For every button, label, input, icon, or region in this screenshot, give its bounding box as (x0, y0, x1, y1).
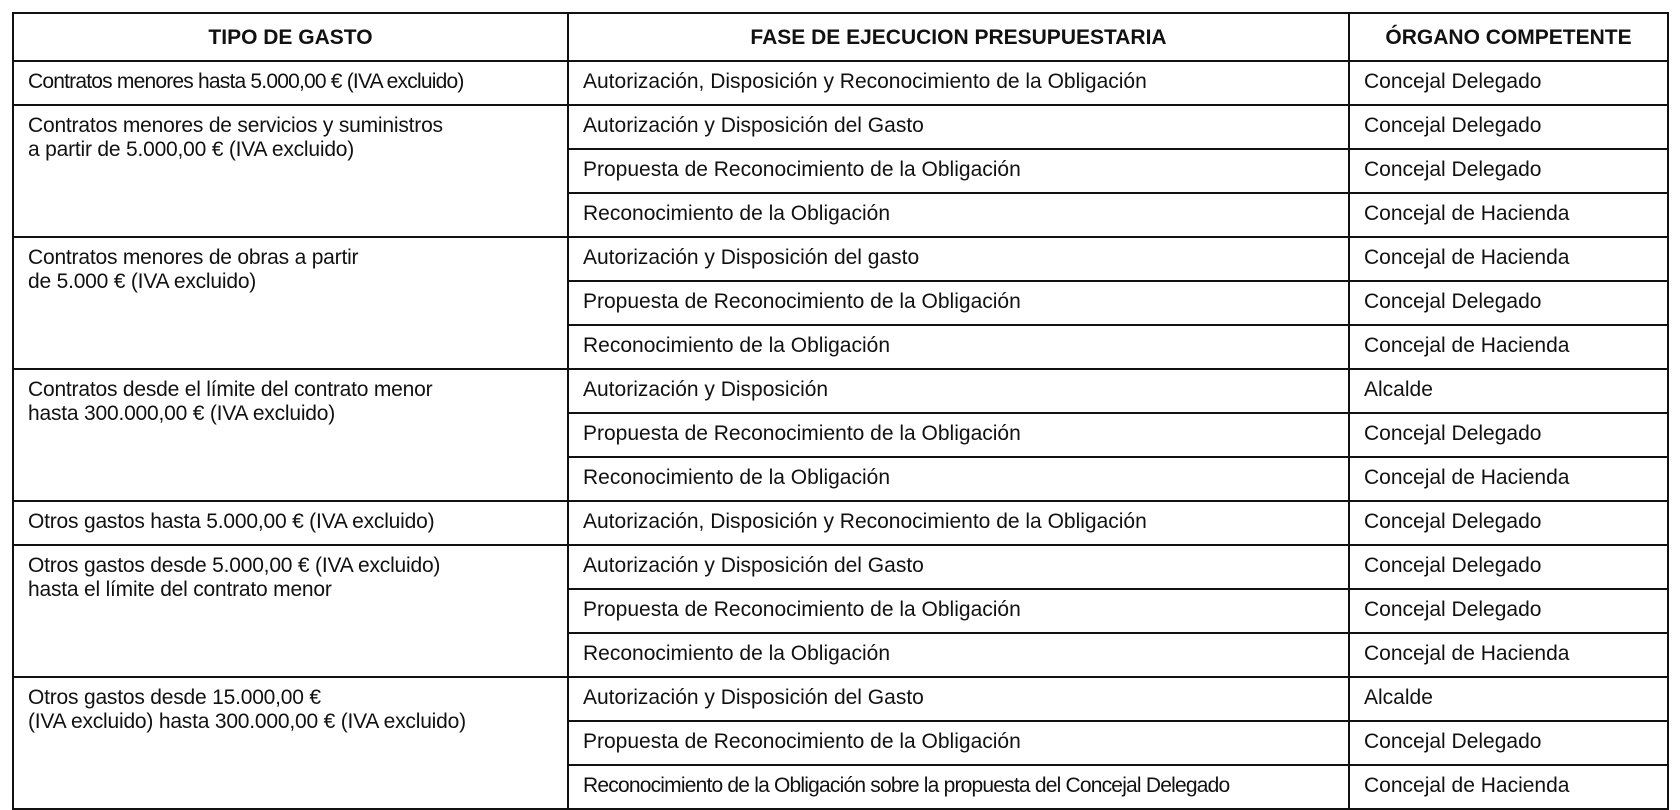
table-row (13, 237, 1668, 281)
fase-cell: Propuesta de Reconocimiento de la Obligación (568, 281, 1349, 325)
fase-cell: Propuesta de Reconocimiento de la Obligación (568, 721, 1349, 765)
tipo-line: Otros gastos hasta 5.000,00 € (IVA excluido) (28, 510, 435, 533)
tipo-line: hasta el límite del contrato menor (28, 578, 332, 601)
tipo-line: a partir de 5.000,00 € (IVA excluido) (28, 138, 355, 161)
fase-cell: Reconocimiento de la Obligación sobre la propuesta del Concejal Delegado (568, 765, 1349, 809)
organo-cell: Concejal Delegado (1349, 281, 1668, 325)
tipo-de-gasto-cell (13, 105, 568, 237)
fase-cell: Reconocimiento de la Obligación (568, 325, 1349, 369)
table-row (13, 61, 1668, 105)
organo-cell: Concejal Delegado (1349, 589, 1668, 633)
fase-cell: Reconocimiento de la Obligación (568, 193, 1349, 237)
tipo-line: de 5.000 € (IVA excluido) (28, 270, 257, 293)
tipo-de-gasto-cell (13, 369, 568, 501)
organo-cell: Concejal Delegado (1349, 61, 1668, 105)
tipo-line: Contratos menores de obras a partir (28, 246, 359, 269)
organo-cell: Concejal Delegado (1349, 721, 1668, 765)
organo-cell: Concejal Delegado (1349, 413, 1668, 457)
organo-cell: Concejal de Hacienda (1349, 237, 1668, 281)
organo-cell: Concejal de Hacienda (1349, 193, 1668, 237)
tipo-line: hasta 300.000,00 € (IVA excluido) (28, 402, 336, 425)
organo-cell: Concejal Delegado (1349, 545, 1668, 589)
header-fase-ejecucion: FASE DE EJECUCION PRESUPUESTARIA (568, 13, 1349, 61)
fase-cell: Reconocimiento de la Obligación (568, 633, 1349, 677)
fase-cell: Autorización, Disposición y Reconocimiento de la Obligación (568, 61, 1349, 105)
tipo-line: Contratos desde el límite del contrato menor (28, 378, 433, 401)
organo-cell: Alcalde (1349, 677, 1668, 721)
header-row (13, 13, 1668, 61)
fase-cell: Autorización y Disposición del Gasto (568, 105, 1349, 149)
tipo-line: (IVA excluido) hasta 300.000,00 € (IVA excluido) (28, 710, 466, 733)
fase-cell: Reconocimiento de la Obligación (568, 457, 1349, 501)
table-row (13, 369, 1668, 413)
tipo-line: Otros gastos desde 15.000,00 € (28, 686, 321, 709)
tipo-de-gasto-cell (13, 677, 568, 809)
tipo-line: Contratos menores de servicios y suministros (28, 114, 443, 137)
fase-cell: Propuesta de Reconocimiento de la Obligación (568, 413, 1349, 457)
organo-cell: Concejal Delegado (1349, 105, 1668, 149)
header-organo-competente: ÓRGANO COMPETENTE (1349, 13, 1668, 61)
organo-cell: Concejal de Hacienda (1349, 325, 1668, 369)
organo-cell: Concejal de Hacienda (1349, 457, 1668, 501)
fase-cell: Autorización y Disposición del Gasto (568, 677, 1349, 721)
fase-cell: Autorización y Disposición del Gasto (568, 545, 1349, 589)
fase-cell: Propuesta de Reconocimiento de la Obligación (568, 149, 1349, 193)
fase-cell: Autorización y Disposición (568, 369, 1349, 413)
table-row (13, 677, 1668, 721)
table-row (13, 501, 1668, 545)
header-tipo-de-gasto: TIPO DE GASTO (13, 13, 568, 61)
fase-cell: Autorización, Disposición y Reconocimiento de la Obligación (568, 501, 1349, 545)
organo-cell: Concejal Delegado (1349, 501, 1668, 545)
budget-phases-table (12, 12, 1669, 810)
tipo-line: Contratos menores hasta 5.000,00 € (IVA excluido) (28, 70, 464, 93)
tipo-de-gasto-cell (13, 61, 568, 105)
organo-cell: Concejal de Hacienda (1349, 765, 1668, 809)
table-row (13, 545, 1668, 589)
organo-cell: Concejal de Hacienda (1349, 633, 1668, 677)
tipo-line: Otros gastos desde 5.000,00 € (IVA excluido) (28, 554, 441, 577)
organo-cell: Concejal Delegado (1349, 149, 1668, 193)
organo-cell: Alcalde (1349, 369, 1668, 413)
fase-cell: Autorización y Disposición del gasto (568, 237, 1349, 281)
tipo-de-gasto-cell (13, 237, 568, 369)
tipo-de-gasto-cell (13, 545, 568, 677)
tipo-de-gasto-cell (13, 501, 568, 545)
fase-cell: Propuesta de Reconocimiento de la Obligación (568, 589, 1349, 633)
table-row (13, 105, 1668, 149)
